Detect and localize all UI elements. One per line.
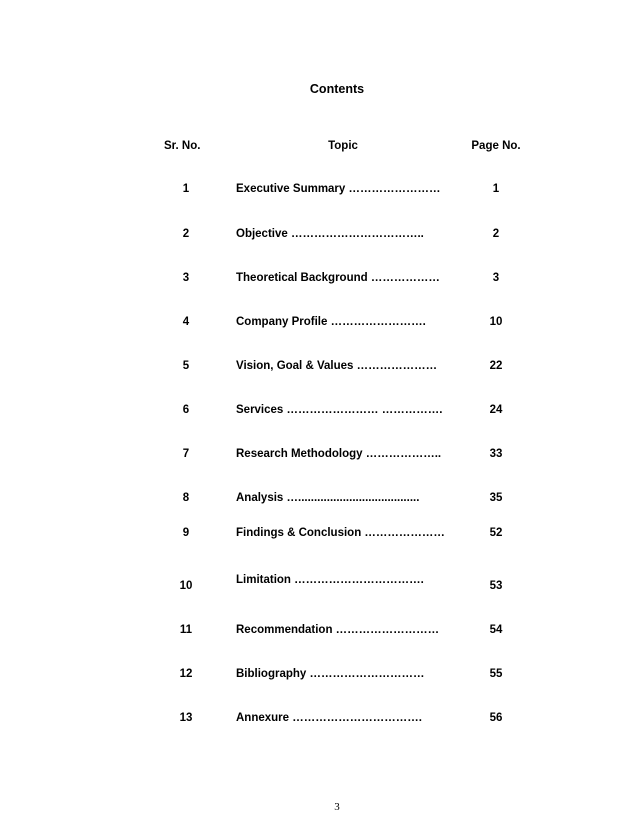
row-sr-no: 1 bbox=[182, 183, 190, 195]
row-topic: Analysis …...................................... bbox=[236, 492, 420, 504]
row-page-no: 10 bbox=[489, 316, 503, 328]
row-topic: Theoretical Background ……………… bbox=[236, 272, 440, 284]
row-sr-no: 5 bbox=[182, 360, 190, 372]
row-page-no: 52 bbox=[489, 527, 503, 539]
row-sr-no: 12 bbox=[179, 668, 193, 680]
contents-row bbox=[0, 492, 638, 510]
row-page-no: 33 bbox=[489, 448, 503, 460]
row-page-no: 22 bbox=[489, 360, 503, 372]
row-topic: Annexure ……………………………. bbox=[236, 712, 422, 724]
contents-row bbox=[0, 360, 638, 378]
row-sr-no: 11 bbox=[179, 624, 193, 636]
contents-row bbox=[0, 183, 638, 201]
row-page-no: 53 bbox=[489, 580, 503, 592]
row-sr-no: 6 bbox=[182, 404, 190, 416]
row-page-no: 3 bbox=[492, 272, 500, 284]
row-topic: Services …………………… ……………. bbox=[236, 404, 443, 416]
column-header-topic: Topic bbox=[328, 140, 358, 152]
row-page-no: 56 bbox=[489, 712, 503, 724]
row-page-no: 24 bbox=[489, 404, 503, 416]
contents-row bbox=[0, 574, 638, 592]
row-sr-no: 9 bbox=[182, 527, 190, 539]
row-sr-no: 10 bbox=[179, 580, 193, 592]
row-topic: Company Profile ……………………. bbox=[236, 316, 426, 328]
row-sr-no: 8 bbox=[182, 492, 190, 504]
row-topic: Objective …………………………….. bbox=[236, 228, 424, 240]
contents-row bbox=[0, 668, 638, 686]
row-page-no: 54 bbox=[489, 624, 503, 636]
row-topic: Bibliography ………………………… bbox=[236, 668, 425, 680]
row-page-no: 35 bbox=[489, 492, 503, 504]
row-page-no: 55 bbox=[489, 668, 503, 680]
contents-row bbox=[0, 404, 638, 422]
row-topic: Findings & Conclusion ………………… bbox=[236, 527, 445, 539]
row-topic: Limitation ……………………………. bbox=[236, 574, 424, 586]
row-page-no: 2 bbox=[492, 228, 500, 240]
row-topic: Executive Summary …………………… bbox=[236, 183, 441, 195]
contents-row bbox=[0, 448, 638, 466]
row-topic: Recommendation ……………………… bbox=[236, 624, 440, 636]
contents-row bbox=[0, 272, 638, 290]
contents-row bbox=[0, 228, 638, 246]
contents-row bbox=[0, 712, 638, 730]
row-sr-no: 2 bbox=[182, 228, 190, 240]
page-number: 3 bbox=[334, 801, 340, 813]
row-sr-no: 7 bbox=[182, 448, 190, 460]
row-sr-no: 3 bbox=[182, 272, 190, 284]
contents-row bbox=[0, 316, 638, 334]
row-topic: Vision, Goal & Values ………………… bbox=[236, 360, 438, 372]
contents-row bbox=[0, 527, 638, 545]
row-sr-no: 4 bbox=[182, 316, 190, 328]
row-sr-no: 13 bbox=[179, 712, 193, 724]
row-topic: Research Methodology ……………….. bbox=[236, 448, 442, 460]
contents-row bbox=[0, 624, 638, 642]
column-header-page-no: Page No. bbox=[471, 140, 521, 152]
row-page-no: 1 bbox=[492, 183, 500, 195]
page-title: Contents bbox=[309, 82, 365, 96]
column-header-sr-no: Sr. No. bbox=[164, 140, 201, 152]
